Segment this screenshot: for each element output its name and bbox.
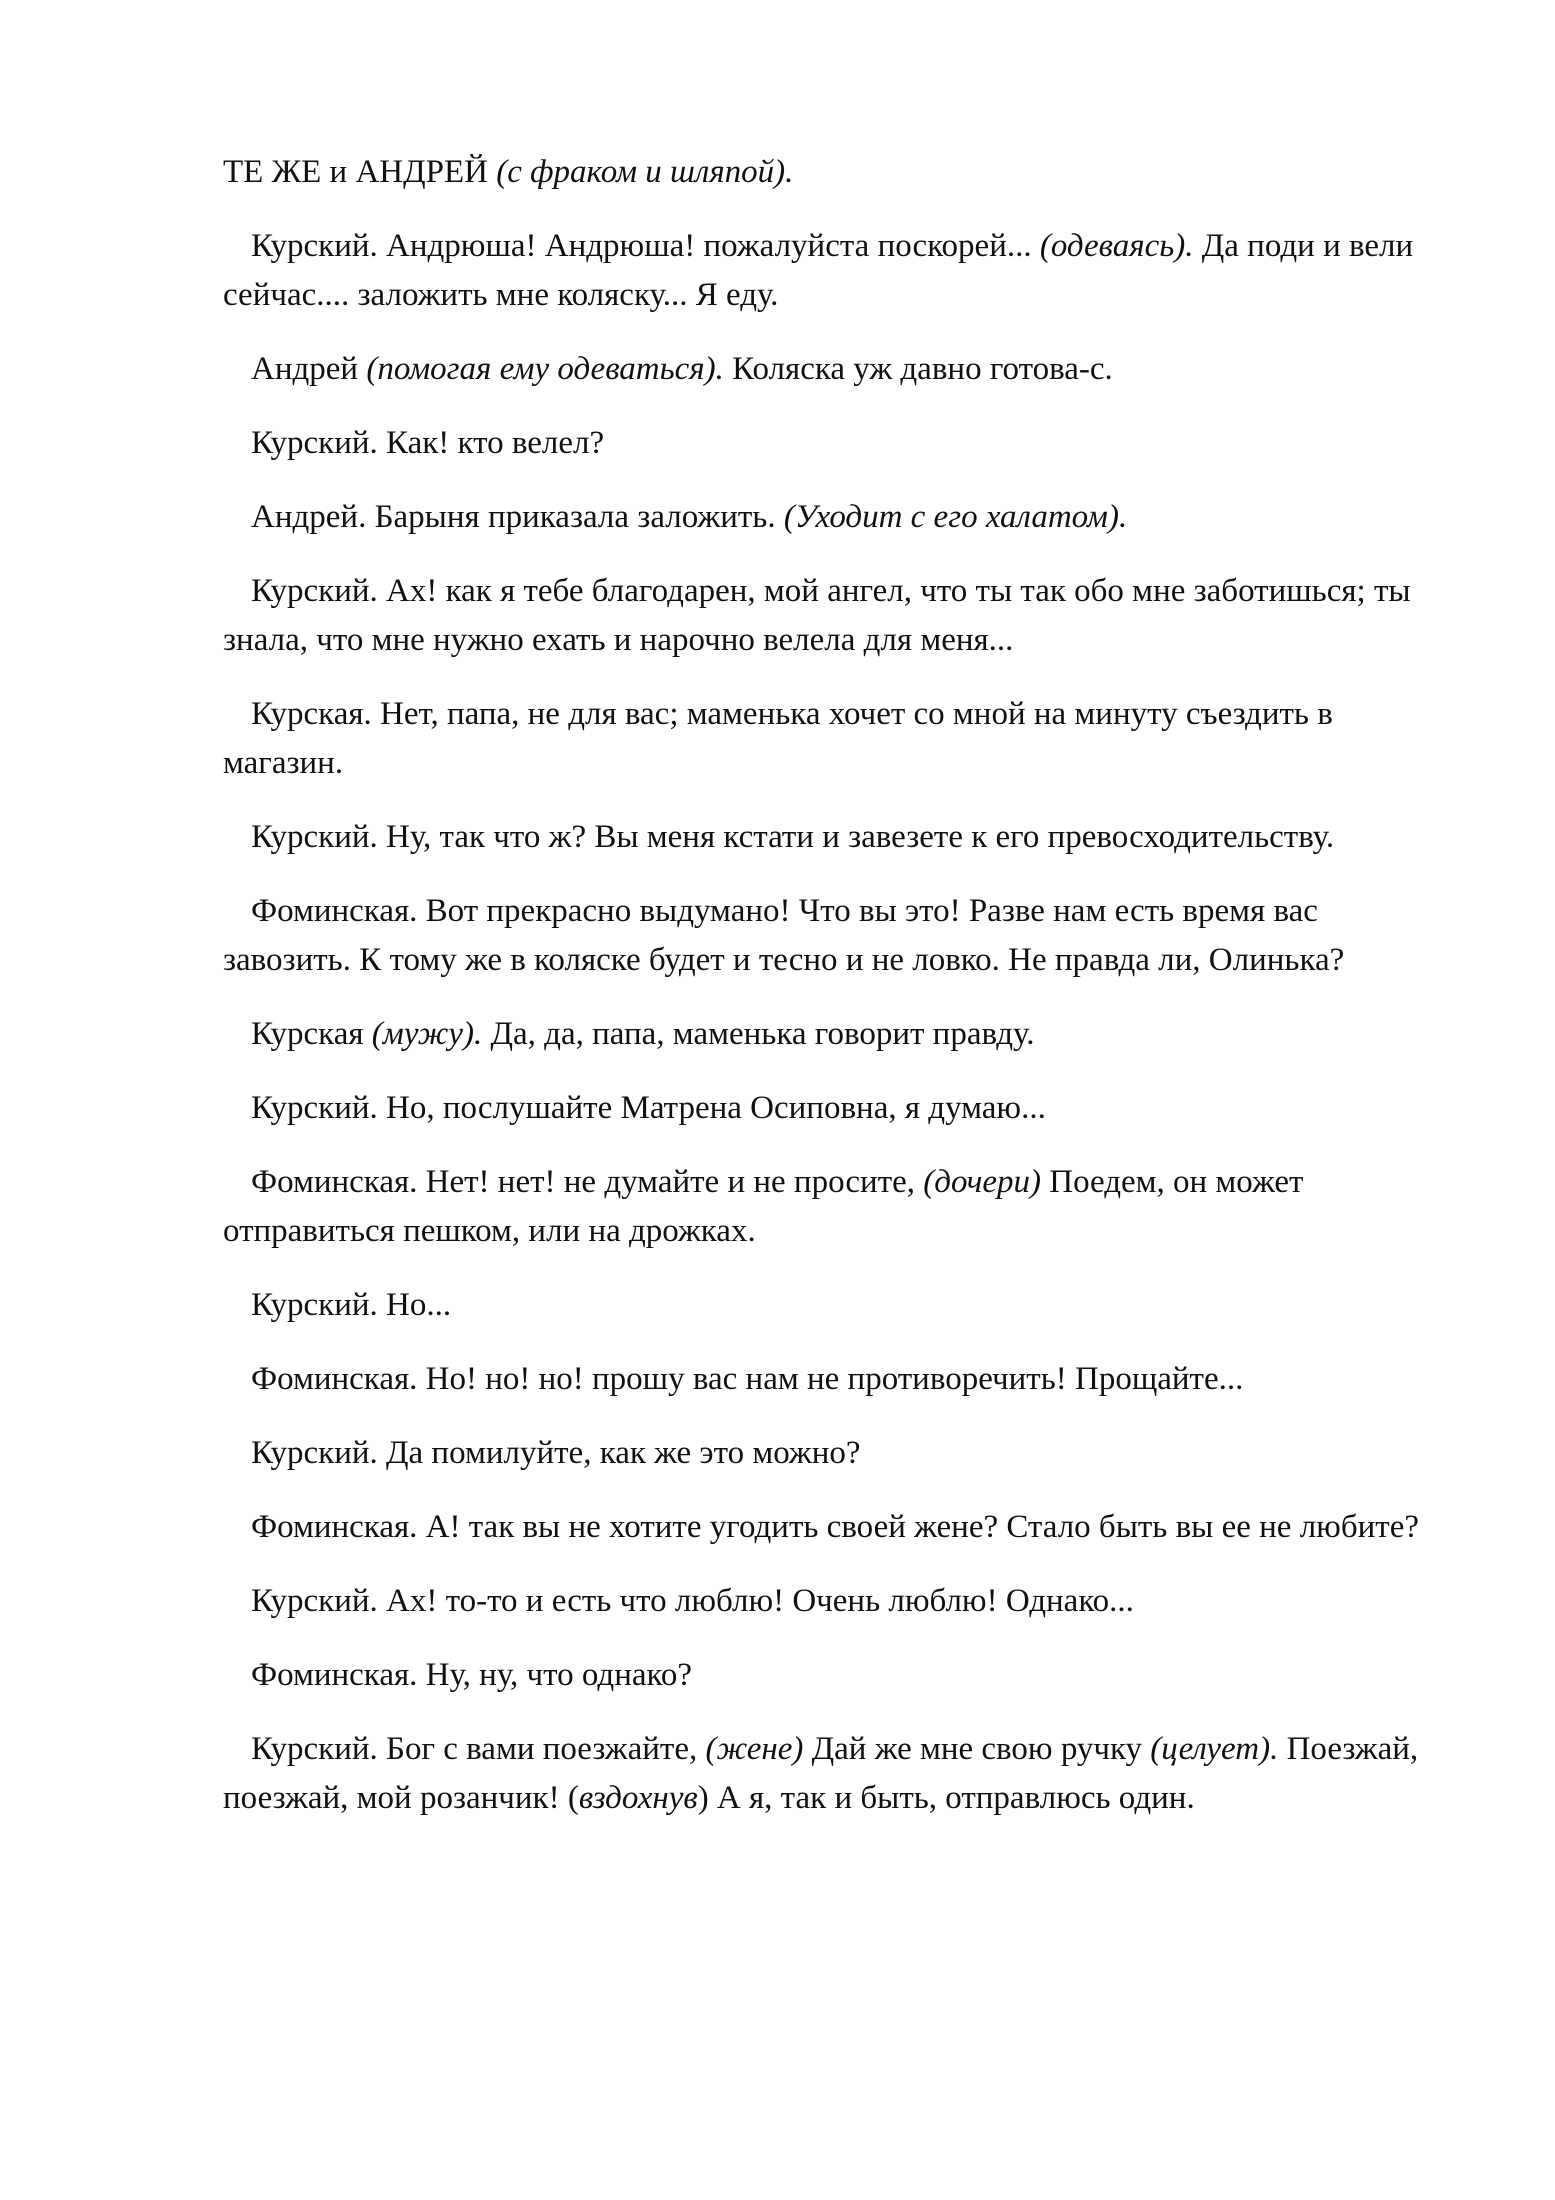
dialogue-paragraph: [223, 1651, 1438, 1700]
scene-heading: [223, 148, 1438, 197]
dialogue-text: Да поди и вели сейчас.... заложить мне коляску... Я еду.: [223, 228, 1414, 313]
dialogue-text: Да, да, папа, маменька говорит правду.: [482, 1016, 1035, 1052]
dialogue-list: [223, 222, 1438, 1823]
scene-heading-direction: (с фраком и шляпой).: [496, 154, 794, 190]
stage-direction: (целует).: [1150, 1731, 1279, 1767]
dialogue-text: Поезжай, поезжай, мой розанчик! (: [223, 1731, 1419, 1816]
dialogue-paragraph: [223, 887, 1438, 985]
dialogue-paragraph: [223, 690, 1438, 788]
dialogue-paragraph: [223, 222, 1438, 320]
dialogue-text: Курский. Но, послушайте Матрена Осиповна, я думаю...: [251, 1090, 1046, 1126]
dialogue-text: Курский. Андрюша! Андрюша! пожалуйста поскорей...: [251, 228, 1040, 264]
dialogue-paragraph: [223, 1577, 1438, 1626]
dialogue-text: Курская. Нет, папа, не для вас; маменька хочет со мной на минуту съездить в магазин.: [223, 696, 1333, 781]
dialogue-text: Курский. Как! кто велел?: [251, 425, 605, 461]
dialogue-paragraph: [223, 1355, 1438, 1404]
stage-direction: вздохнув: [578, 1780, 698, 1816]
dialogue-text: Фоминская. Вот прекрасно выдумано! Что вы это! Разве нам есть время вас завозить. К тому же в коляске будет и тесно и не ловко. Не правда ли, Олинька?: [223, 893, 1345, 978]
dialogue-text: Курская: [251, 1016, 372, 1052]
dialogue-text: Фоминская. Но! но! но! прошу вас нам не противоречить! Прощайте...: [251, 1361, 1244, 1397]
dialogue-paragraph: [223, 1429, 1438, 1478]
dialogue-text: Курский. Ах! как я тебе благодарен, мой ангел, что ты так обо мне заботишься; ты знала, что мне нужно ехать и нарочно велела для меня...: [223, 573, 1411, 658]
dialogue-paragraph: [223, 419, 1438, 468]
stage-direction: (одеваясь).: [1039, 228, 1194, 264]
dialogue-paragraph: [223, 1503, 1438, 1552]
dialogue-paragraph: [223, 1084, 1438, 1133]
dialogue-paragraph: [223, 345, 1438, 394]
dialogue-paragraph: [223, 1158, 1438, 1256]
dialogue-text: Фоминская. Ну, ну, что однако?: [251, 1657, 693, 1693]
dialogue-text: Курский. Да помилуйте, как же это можно?: [251, 1435, 861, 1471]
dialogue-text: Андрей. Барыня приказала заложить.: [251, 499, 784, 535]
dialogue-paragraph: [223, 1281, 1438, 1330]
dialogue-text: Фоминская. Нет! нет! не думайте и не просите,: [251, 1164, 924, 1200]
dialogue-text: Курский. Бог с вами поезжайте,: [251, 1731, 706, 1767]
dialogue-text: Курский. Ну, так что ж? Вы меня кстати и завезете к его превосходительству.: [251, 819, 1335, 855]
dialogue-text: Поедем, он может отправиться пешком, или на дрожках.: [223, 1164, 1304, 1249]
dialogue-text: Курский. Ах! то-то и есть что люблю! Очень люблю! Однако...: [251, 1583, 1134, 1619]
stage-direction: (дочери): [923, 1164, 1041, 1200]
dialogue-text: Дай же мне свою ручку: [803, 1731, 1151, 1767]
stage-direction: (жене): [705, 1731, 804, 1767]
dialogue-text: Коляска уж давно готова-с.: [723, 351, 1113, 387]
dialogue-paragraph: [223, 813, 1438, 862]
dialogue-text: ) А я, так и быть, отправлюсь один.: [697, 1780, 1195, 1816]
stage-direction: (мужу).: [371, 1016, 483, 1052]
dialogue-paragraph: [223, 493, 1438, 542]
dialogue-text: Андрей: [251, 351, 367, 387]
dialogue-paragraph: [223, 1010, 1438, 1059]
stage-direction: (Уходит с его халатом).: [783, 499, 1128, 535]
stage-direction: (помогая ему одеваться).: [366, 351, 724, 387]
dialogue-text: Фоминская. А! так вы не хотите угодить своей жене? Стало быть вы ее не любите?: [251, 1509, 1419, 1545]
dialogue-paragraph: [223, 1725, 1438, 1823]
scene-heading-characters: ТЕ ЖЕ и АНДРЕЙ: [223, 154, 497, 190]
dialogue-text: Курский. Но...: [251, 1287, 452, 1323]
dialogue-paragraph: [223, 567, 1438, 665]
play-text: [223, 148, 1438, 1848]
